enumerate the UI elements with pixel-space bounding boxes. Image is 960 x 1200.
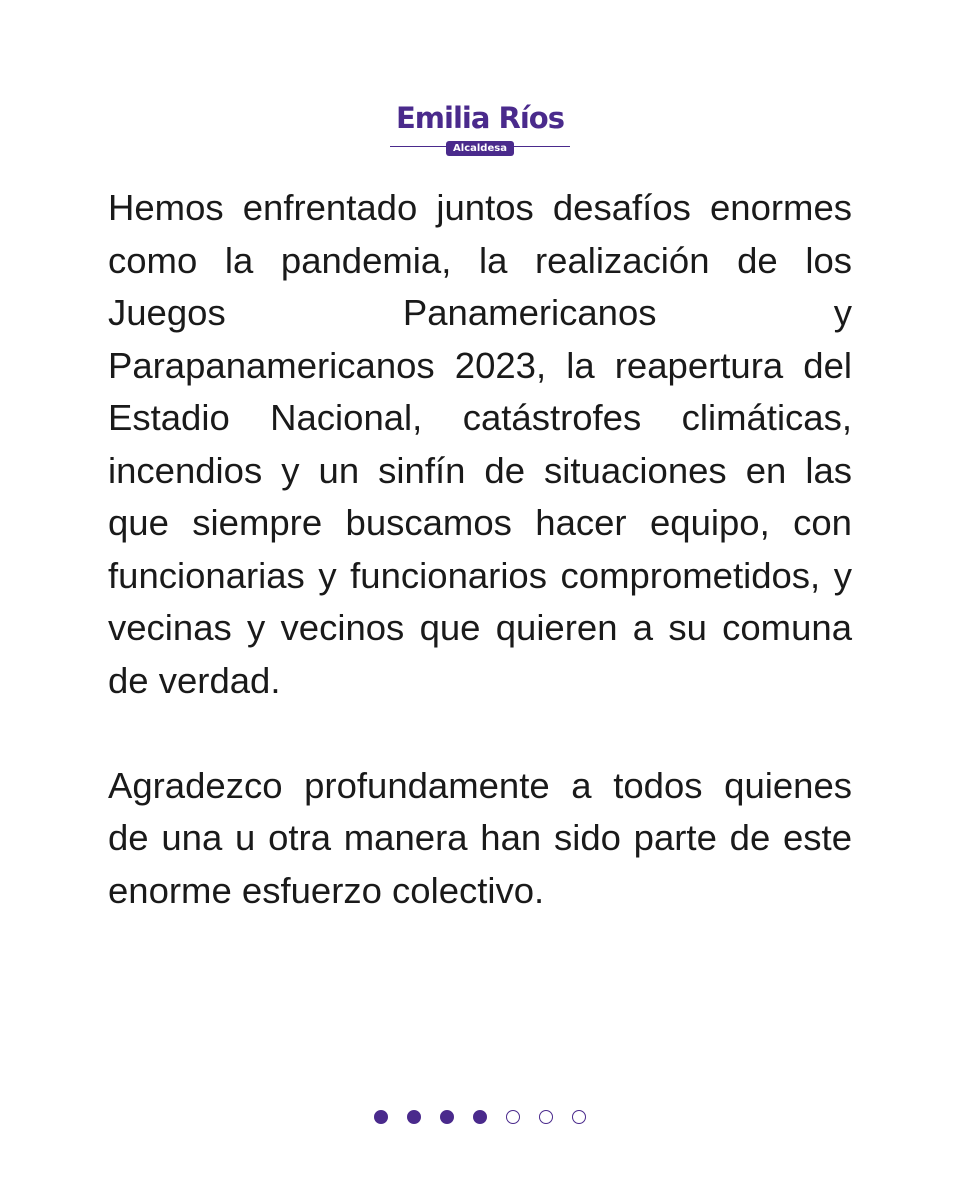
brand-logo (0, 98, 960, 154)
body-text (108, 182, 852, 970)
carousel-indicator (0, 1110, 960, 1124)
carousel-dot-2[interactable] (407, 1110, 421, 1124)
carousel-dot-4[interactable] (473, 1110, 487, 1124)
carousel-dot-3[interactable] (440, 1110, 454, 1124)
paragraph-1: Hemos enfrentado juntos desafíos enormes como la pandemia, la realización de los Juegos Panamericanos y Parapanamericanos 2023, la reapertura del Estadio Nacional, catástrofes climáticas, incendios y un sinfín de situaciones en las que siempre buscamos hacer equipo, con funcionarias y funcionarios comprometidos, y vecinas y vecinos que quieren a su comuna de verdad. (108, 187, 852, 701)
logo-subtitle-badge: Alcaldesa (446, 141, 514, 156)
carousel-dot-6[interactable] (539, 1110, 553, 1124)
carousel-dot-5[interactable] (506, 1110, 520, 1124)
carousel-dot-7[interactable] (572, 1110, 586, 1124)
carousel-dot-1[interactable] (374, 1110, 388, 1124)
logo-subtitle-row (390, 138, 570, 154)
logo-name: Emilia Ríos (396, 101, 564, 135)
paragraph-2: Agradezco profundamente a todos quienes de una u otra manera han sido parte de este enorme esfuerzo colectivo. (108, 764, 852, 911)
